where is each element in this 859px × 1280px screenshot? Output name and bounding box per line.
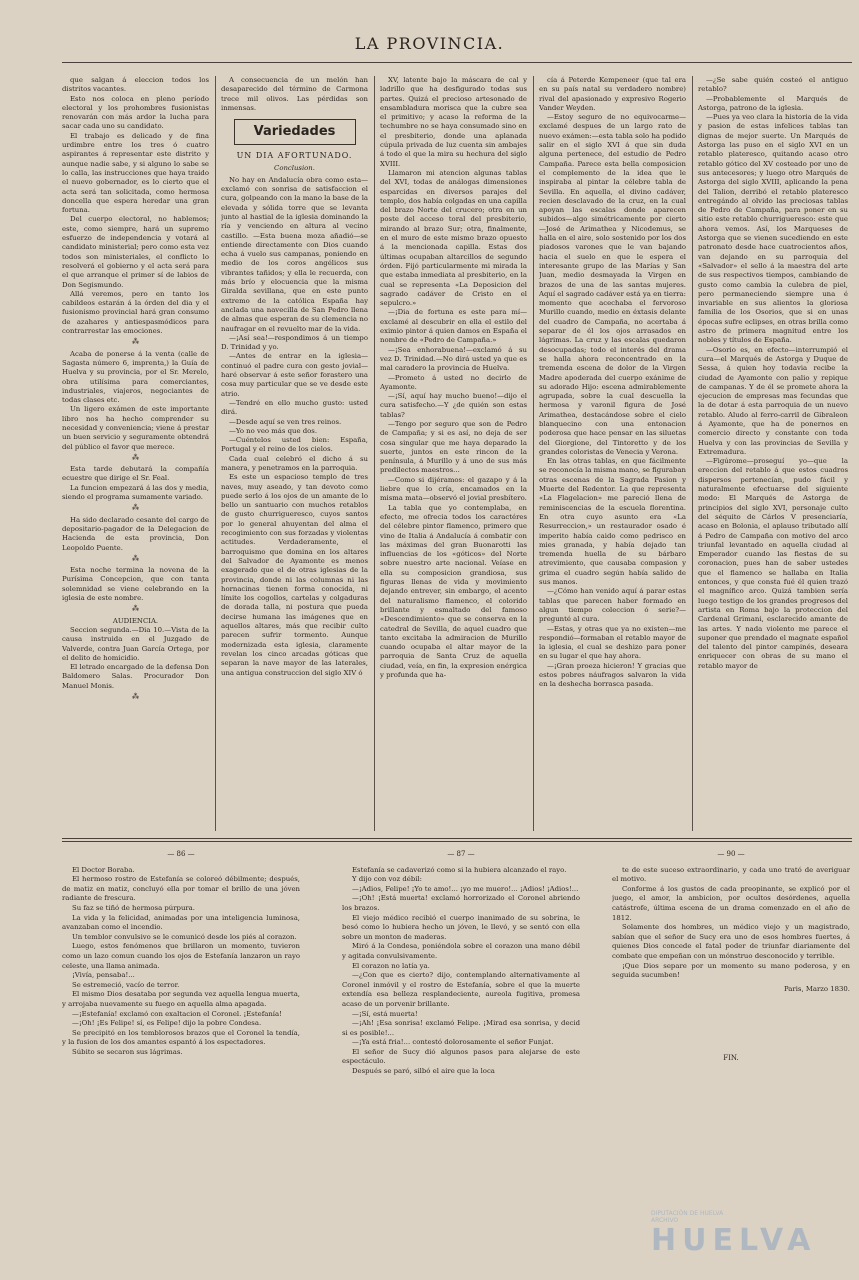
folletin-column-middle <box>342 850 580 1270</box>
separator-stars: ⁂ <box>132 504 139 513</box>
paragraph: Un temblor convulsivo se le comunicó desde los piés al corazon. <box>72 932 297 941</box>
paragraph: Ha sido declarado cesante del cargo de depositario-pagador de la Delegacion de Hacienda de esta provincia, Don Leopoldo Puente. <box>62 515 209 552</box>
paragraph: Se estremeció, vacío de terror. <box>72 980 180 989</box>
paragraph: ¡Vivía, pensaba!... <box>72 971 135 980</box>
paragraph: El señor de Sucy dió algunos pasos para alejarse de este espectáculo. <box>342 1047 580 1066</box>
paragraph: —Figúrome—proseguí yo—que la ereccion del retablo á que estos cuadros dispersos pertenecían, pudo fácil y naturalmente efectuarse del siguiente modo: El Marqués de Astorga de principios del siglo XVI, personaje culto del séquito de Cárlos V presenciaría, acaso en Bolonia, el aplauso tributado allí á Pedro de Campaña con motivo del arco triunfal levantado en aquella ciudad al Emperador cuando las fiestas de su coronacion, pues han de saber ustedes que el flamenco se hallaba en Italia entonces, y que consta fué él quien trazó el magnífico arco. Quizá tambien sería luego testigo de los grandes progresos del artista en Roma bajo la proteccion del Cardenal Grimani, esclarecido amante de las artes. Y nada violento me parece el suponer que prendado el magnate español del talento del pintor campinés, deseara enriquecer con obras de su mano el retablo mayor de <box>698 457 848 670</box>
paragraph: —¡Adios, Felipe! ¡Yo te amo!... ¡yo me muero!... ¡Adios! ¡Adios!... <box>352 884 579 893</box>
paragraph: Allá veremos, pero en tanto los cabildeos estarán á la órden del dia y el fusionismo provincial hará gran consumo de azahares y antiespasmódicos para contrarrestar las emociones. <box>62 289 209 336</box>
column-divider <box>692 76 693 831</box>
folletin-rule <box>62 841 852 842</box>
paragraph: Solamente dos hombres, un médico viejo y un magistrado, sabían que el señor de Sucy era uno de esos hombres fuertes, á quienes Dios concede el fatal poder de triunfar diariamente del combate que empeñan con un mónstruo desconocido y terrible. <box>612 923 850 960</box>
paragraph: —¡Dia de fortuna es este para mí—exclamé al descubrir en ella el estilo del eximio pintor á quien damos en España el nombre de «Pedro de Campaña.» <box>380 308 527 345</box>
paragraph: —¿Se sabe quién costeó el antiguo retablo? <box>698 76 848 94</box>
column-divider <box>533 76 534 831</box>
paragraph: El trabajo es delicado y de fina urdimbre entre los tres ó cuatro aspirantes á representar este distrito y aunque nadie sabe, y si alguno lo sabe se lo calla, las instrucciones que haya traido el nuevo gobernador, es lo cierto que el acta será tan solicitada, como hermosa doncella que espera heredar una gran fortuna. <box>62 131 209 215</box>
paragraph: Su faz se tiñó de hermosa púrpura. <box>72 903 195 912</box>
paragraph: Del cuerpo electoral, no hablemos; este, como siempre, hará un supremo esfuerzo de independencia y votará al candidato ministerial; pero como esta vez todos son ministeriales, el conflicto lo resolverá el gobierno y el acta será para el que arranque el primer sí de labios de Don Segismundo. <box>62 215 209 289</box>
paragraph: Seccion segunda.—Dia 10.—Vista de la causa instruida en el Juzgado de Valverde, contra Juan García Ortega, por el delito de homicidio. <box>62 625 209 662</box>
section-title: Variedades <box>234 119 356 145</box>
paragraph: Un ligero exámen de este importante libro nos ha hecho comprender su necesidad y conveniencia; viene á prestar un buen servicio y seguramente obtendrá del público el favor que merece. <box>62 405 209 451</box>
paragraph: La tabla que yo contemplaba, en efecto, me ofrecia todos los caractéres del célebre pintor flamenco, primero que vino de Italia á Andalucía á combatir con las máximas del gran Buonarotti las influencias de los «góticos» del Norte sobre nuestro arte nacional. Veíase en ella su composicion grandiosa, sus figuras llenas de vida y movimiento dejando entrever, sin embargo, el acento del naturalismo flamenco, el colorido brillante y esmaltado del famoso «Descendimiento» que se conserva en la catedral de Sevilla, de aquel cuadro que tanto excitaba la admiracion de Murillo cuando ocupaba el altar mayor de la parroquia de Santa Cruz de aquella ciudad, veía, en fin, la expresion enérgica y profunda que ha- <box>380 503 527 679</box>
paragraph: Miró á la Condesa, poniéndola sobre el corazon una mano débil y agitada convulsivamente. <box>342 942 580 960</box>
paragraph: En las otras tablas, en que fácilmente se reconocía la misma mano, se figuraban otras escenas de la Sagrada Pasion y Muerte del Redentor. La que representa «La Flagelacion» me pareció llena de reminiscencias de la escuela florentina. En otra cuyo asunto era «La Resurreccion,» un restaurador osado é imperito había caido como pedrisco en mies granada, y había dejado tan tremenda huella de su bárbaro atrevimiento, que causaba compasion y grima el cuadro según había salido de sus manos. <box>539 457 686 587</box>
paragraph: —Prometo á usted no decirlo de Ayamonte. <box>380 373 527 391</box>
paragraph: El letrado encargado de la defensa Don Baldomero Salas. Procurador Don Manuel Monis. <box>62 663 209 690</box>
paragraph: —¡Sí, está muerta! <box>352 1009 418 1018</box>
paragraph: Esta tarde debutará la compañía ecuestre que dirige el Sr. Feal. <box>62 465 209 483</box>
paragraph: A consecuencia de un melón han desaparecido del término de Carmona trece mil olivos. Las pérdidas son inmensas. <box>221 76 368 112</box>
paragraph: Acaba de ponerse á la venta (calle de Sagasta número 6, imprenta,) la Guía de Huelva y su provincia, por el Sr. Merelo, obra utilísima para comerciantes, industriales, viajeros, negociantes de todas clases etc. <box>62 349 209 405</box>
folletin-column-right <box>612 850 850 1270</box>
paragraph: —Osorio es, en efecto—interrumpió el cura—el Marqués de Astorga y Duque de Sessa, á quien hoy todavia recibe la ciudad de Ayamonte con palio y repique de campanas. Y de él se promete ahora la ejecucion de empresas mas fecundas que la de dotar á esta parroquia de un nuevo retablo. Aludo al ferro-carril de Gibraleon á Ayamonte, que ha de ponernos en comercio directo y constante con toda Huelva y con las provincias de Sevilla y Extremadura. <box>698 345 848 456</box>
paragraph: Estefanía se cadaverizó como si la hubiera alcanzado el rayo. <box>352 865 567 874</box>
paragraph: Súbito se secaron sus lágrimas. <box>72 1047 183 1056</box>
watermark-line: ARCHIVO <box>651 1217 679 1224</box>
paragraph: —¡Sí, aquí hay mucho bueno!—dijo el cura satisfecho.—Y ¿de quién son estas tablas? <box>380 392 527 419</box>
column-5 <box>698 76 848 834</box>
separator-stars: ⁂ <box>132 554 139 563</box>
paragraph: Esto nos coloca en pleno período electoral y los prohombres fusionistas renovarán con más ardor la lucha para sacar cada uno su candidato. <box>62 94 209 131</box>
paragraph: —¡Ya está fria!... contestó dolorosamente el señor Funjat. <box>352 1038 554 1047</box>
paragraph: te de este suceso extraordinario, y cada uno trató de averiguar el motivo. <box>612 865 850 884</box>
paragraph: ¡Que Dios separe por un momento su mano poderosa, y en seguida sucumben! <box>612 961 850 980</box>
page-number: — 90 — <box>717 850 745 858</box>
paragraph: Cada cual celebró el dicho á su manera, y penetramos en la parroquia. <box>221 454 368 472</box>
paragraph: —Pues ya veo clara la historia de la vida y pasion de estas infelices tablas tan dignas de mejor suerte. Un Marqués de Astorga las puso en el siglo XVI en un retablo plateresco, quitando acaso otro retablo gótico del XV costeado por uno de sus antecesores; y luego otro Marqués de Astorga del siglo XVIII, aplicando la pena del Talion, derribó el retablo plateresco entregándo al olvido las preciosas tablas de Pedro de Campaña, para poner en su sitio este retablo churrigueresco: este que ahora vemos. Así, los Marqueses de Astorga que se vienen sucediendo en este patronato desde hace cuatrocientos años, van dejando en su parroquia del «Salvador» el sello á la maestra del arte de sus respectivos tiempos, cambiando de gusto como cambia la culebra de piel, pero permaneciendo siempre una é invariable en sus alientos la gloriosa familia de los Osorios, que si en unas épocas sufre eclipses, en otras brilla como astro de primera magnitud entre los nobles y títulos de España. <box>698 113 848 345</box>
paragraph: Llamaron mi atencion algunas tablas del XVI, todas de análogas dimensiones esparcidas en diversos parajes del templo, dos había colgadas en una capilla del brazo Norte del crucero; otra en un poste del acceso toral del presbiterio, mirando al brazo Sur; otra, finalmente, en el muro de este mismo brazo opuesto á la mencionada capilla. Estas dos últimas ocupaban altarcillos de segundo órden. Fijó particularmente mi mirada la que estaba inmediata al presbiterio, en la cual se representa «La Deposicion del sagrado cadáver de Cristo en el sepulcro.» <box>380 168 527 308</box>
paragraph: Después se paró, silbó el aire que la loca <box>352 1067 495 1076</box>
masthead-rule <box>62 62 852 63</box>
separator-stars: ⁂ <box>132 693 139 701</box>
paragraph: Luego, estos fenómenos que brillaron un momento, tuvieron como un lazo comun cuando los ojos de Estefanía lanzaron un rayo celeste, una llama animada. <box>62 942 300 970</box>
page-number: — 86 — <box>167 850 195 858</box>
dateline: Paris, Marzo 1830. <box>783 984 850 993</box>
paragraph: —¿Cómo han venido aquí á parar estas tablas que parecen haber formado en algun tiempo coleccion ó serie?—pregunté al cura. <box>539 587 686 624</box>
archive-watermark <box>651 1210 841 1266</box>
paragraph: —¡Así sea!—respondimos á un tiempo D. Trinidad y yo. <box>221 333 368 352</box>
paragraph: —¡Gran proeza hicieron! Y gracias que estos pobres náufragos salvaron la vida en la deshecha borrasca pasada. <box>539 661 686 689</box>
paragraph: El viejo médico recibió el cuerpo inanimado de su sobrina, le besó como lo hubiera hecho un jóven, le llevó, y se sentó con ella sobre un monton de maderas. <box>342 913 580 941</box>
paragraph: —¡Oh! ¡Es Felipe! sí, es Felipe! dijo la pobre Condesa. <box>72 1019 262 1028</box>
column-4 <box>539 76 686 834</box>
paragraph: —Cuéntelos usted bien: España, Portugal y el reino de los cielos. <box>221 436 368 454</box>
paragraph: Es este un espacioso templo de tres naves, muy aseado, y tan devoto como puede serlo á los ojos de un amante de lo bello un santuario con muchos retablos de gusto churrigueresco, cuyos santos por lo general ahuyentan del alma el recogimiento con sus forzadas y violentas actitudes. Verdaderamente, el barroquismo que domina en los altares del Salvador de Ayamonte es menos exagerado que el de otras iglesias de la provincia, donde ni las columnas ni las hornacinas tienen forma conocida, ni límite los cogollos, cartelas y colgaduras de dorada talla, ni postura que pueda decirse humana las imágenes que en aquellos altares, más que recibir culto parecen sufrir tormento. Aunque modernizada esta iglesia, claramente revelan los cinco arcadas góticas que separan la nave mayor de las laterales, una antigua construccion del siglo XIV ó <box>221 473 368 677</box>
folletin-rule <box>62 838 852 839</box>
paragraph: que salgan á eleccion todos los distritos vacantes. <box>62 76 209 94</box>
column-divider <box>374 76 375 831</box>
paragraph: —¡Ah! ¡Esa sonrisa! exclamó Felipe. ¡Mirad esa sonrisa, y decid si es posible!... <box>342 1019 580 1037</box>
paragraph: El hermoso rostro de Estefanía se coloreó débilmente; después, de matiz en matiz, concluyó ella por tomar el brillo de una jóven radiante de frescura. <box>62 875 300 903</box>
masthead-title: LA PROVINCIA. <box>354 34 505 53</box>
paragraph: XV, latente bajo la máscara de cal y ladrillo que ha desfigurado todas sus partes. Quizá el precioso artesonado de ensambladura morisca que la cubre sea el primitivo; y acaso la reforma de la techumbre no se haya consumado sino en el presbiterio, donde una aplanada cúpula privada de luz cuenta sin ambajes á todo el que la mira su hechura del siglo XVIII. <box>380 76 527 168</box>
column-1 <box>62 76 209 834</box>
article-conclusion-label: Conclusion. <box>274 164 315 173</box>
paragraph: —Estas, y otras que ya no existen—me respondió—formaban el retablo mayor de la iglesia, el cual se deshizo para poner en su lugar el que hay ahora. <box>539 624 686 661</box>
paragraph: Conforme á los gustos de cada preopinante, se explicó por el juego, el amor, la ambicion, por ocultos desórdenes, aquella catástrofe, última escena de un drama comenzado en el año de 1812. <box>612 884 850 922</box>
paragraph: La vida y la felicidad, animadas por una inteligencia luminosa, avanzaban como el incendio. <box>62 913 300 932</box>
paragraph: —Antes de entrar en la iglesia—continuó el padre cura con gesto jovial—haré observar á este señor forastero una cosa muy particular que se ve desde este atrio. <box>221 352 368 398</box>
paragraph: —Yo no veo más que dos. <box>229 426 318 435</box>
paragraph: El mismo Dios desataba por segunda vez aquella lengua muerta, y arrojaba nuevamente su fuego en aquella alma apagada. <box>62 990 300 1008</box>
paragraph: El Doctor Boraba. <box>72 865 135 874</box>
page-number: — 87 — <box>447 850 475 858</box>
paragraph: No hay en Andalucía obra como esta—exclamó con sonrisa de satisfaccion el cura, golpeando con la mano la base de la elevada y sólida torre que se levanta junto al hastial de la iglesia dominando la ría y venciendo en altura al vecino castillo. —Esta buena moza añadió—se entiende directamente con Dios cuando echa á vuelo sus campanas, poniendo en medio de los coros angélicos sus vibrantes tañidos; y ella le recuerda, con más brío y elocuencia que la misma Giralda sevillana, que en este punto extremo de la católica España hay anclada una navecilla de San Pedro llena de almas que esperan de su clemencia no naufragar en el revuelto mar de la vida. <box>221 175 368 333</box>
paragraph: Esta noche termina la novena de la Purísima Concepcion, que con tanta solemnidad se viene celebrando en la iglesia de este nombre. <box>62 566 209 603</box>
paragraph: cía á Peterde Kempeneer (que tal era en su país natal su verdadero nombre) rival del apasionado y expresivo Rogerio Vander Weyden. <box>539 76 686 112</box>
paragraph: —Desde aquí se ven tres reinos. <box>229 417 342 426</box>
paragraph: —Como si dijéramos: el gazapo y á la liebre que lo cría, encamados en la misma mata—observó el jovial presbítero. <box>380 475 527 503</box>
paragraph: Se precipitó en los temblorosos brazos que el Coronel la tendía, y la fusion de los dos amantes espantó á los espectadores. <box>62 1028 300 1047</box>
paragraph: Y dijo con voz débil: <box>352 875 422 884</box>
fin-label: FIN. <box>723 1054 739 1063</box>
column-2 <box>221 76 368 834</box>
folletin-column-left <box>62 850 300 1270</box>
watermark-line: DIPUTACIÓN DE HUELVA <box>651 1210 724 1217</box>
paragraph: —¡Estefanía! exclamó con exaltacion el Coronel. ¡Estefanía! <box>72 1009 282 1018</box>
audiencia-heading: AUDIENCIA. <box>112 616 159 625</box>
column-3 <box>380 76 527 834</box>
paragraph: —¡Sea enhorabuena!—exclamó á su vez D. Trinidad.—No dirá usted ya que es mal caradero la provincia de Huelva. <box>380 345 527 373</box>
separator-stars: ⁂ <box>132 605 139 614</box>
paragraph: —¡Oh! ¡Está muerta! exclamó horrorizado el Coronel abriendo los brazos. <box>342 894 580 912</box>
separator-stars: ⁂ <box>132 453 139 462</box>
paragraph: —Tendré en ello mucho gusto: usted dirá. <box>221 398 368 417</box>
watermark-big: HUELVA <box>651 1223 817 1258</box>
paragraph: —Tengo por seguro que son de Pedro de Campaña; y si es así, no deja de ser cosa singular que me haya deparado la suerte, juntos en este rincon de la península, á Murillo y á uno de sus más predilectos maestros... <box>380 419 527 475</box>
paragraph: El corazon no latía ya. <box>352 961 430 970</box>
article-subtitle: UN DIA AFORTUNADO. <box>236 151 353 161</box>
column-divider <box>215 76 216 831</box>
separator-stars: ⁂ <box>132 338 139 347</box>
paragraph: —¿Con que es cierto? dijo, contemplando alternativamente al Coronel inmóvil y el rostro de Estefanía, sobre el que la muerte extendía esa belleza resplandeciente, aureola fugitiva, promesa acaso de un porvenir brillante. <box>342 971 580 1008</box>
paragraph: —Estoy seguro de no equivocarme—exclamé despues de un largo rato de nuevo exámen:—esta tabla solo ha podido salir en el siglo XVI á que sin duda alguna pertenece, del estudio de Pedro Campaña. Parece esta bella composicion el complemento de la idea que le inspiraba al pintar la célebre tabla de Sevilla. En aquella, el divino cadáver, recien desclavado de la cruz, en la cual apoyan las escalas donde aparecen subidos—algo simétricamente por cierto—José de Arimathea y Nicodemus, se halla en el aire, solo sostenido por los dos piadosos varones que le van bajando hacia el suelo en que le espera el interesante grupo de las Marías y San Juan, medio desmayada la Virgen en brazos de una de las santas mujeres. Aquí el sagrado cadáver está ya en tierra: momento que acechaba el fervoroso Murillo cuando, medio en éxtasis delante del cuadro de Campaña, no acertaba á separar de él los ojos arrasados en lágrimas. La cruz y las escalas quedaron desocupadas; todo el interés del drama se halla ahora reconcentrado en la tremenda escena de dolor de la Virgen Madre apoderada del cuerpo exánime de su adorado Hijo: escena admirablemente agrupada, sobre la cual descuella la hermosa y varonil figura de José Arimathea, destacándose sobre el cielo blanquecino con una entonacion poderosa que hace pensar en las siluetas del Giorgione, del Tintoretto y de los grandes coloristas de Venecia y Verona. <box>539 113 686 456</box>
paragraph: La funcion empezará á las dos y media, siendo el programa sumamente variado. <box>62 483 209 502</box>
paragraph: —Probablemente el Marqués de Astorga, patrono de la iglesia. <box>698 94 848 112</box>
